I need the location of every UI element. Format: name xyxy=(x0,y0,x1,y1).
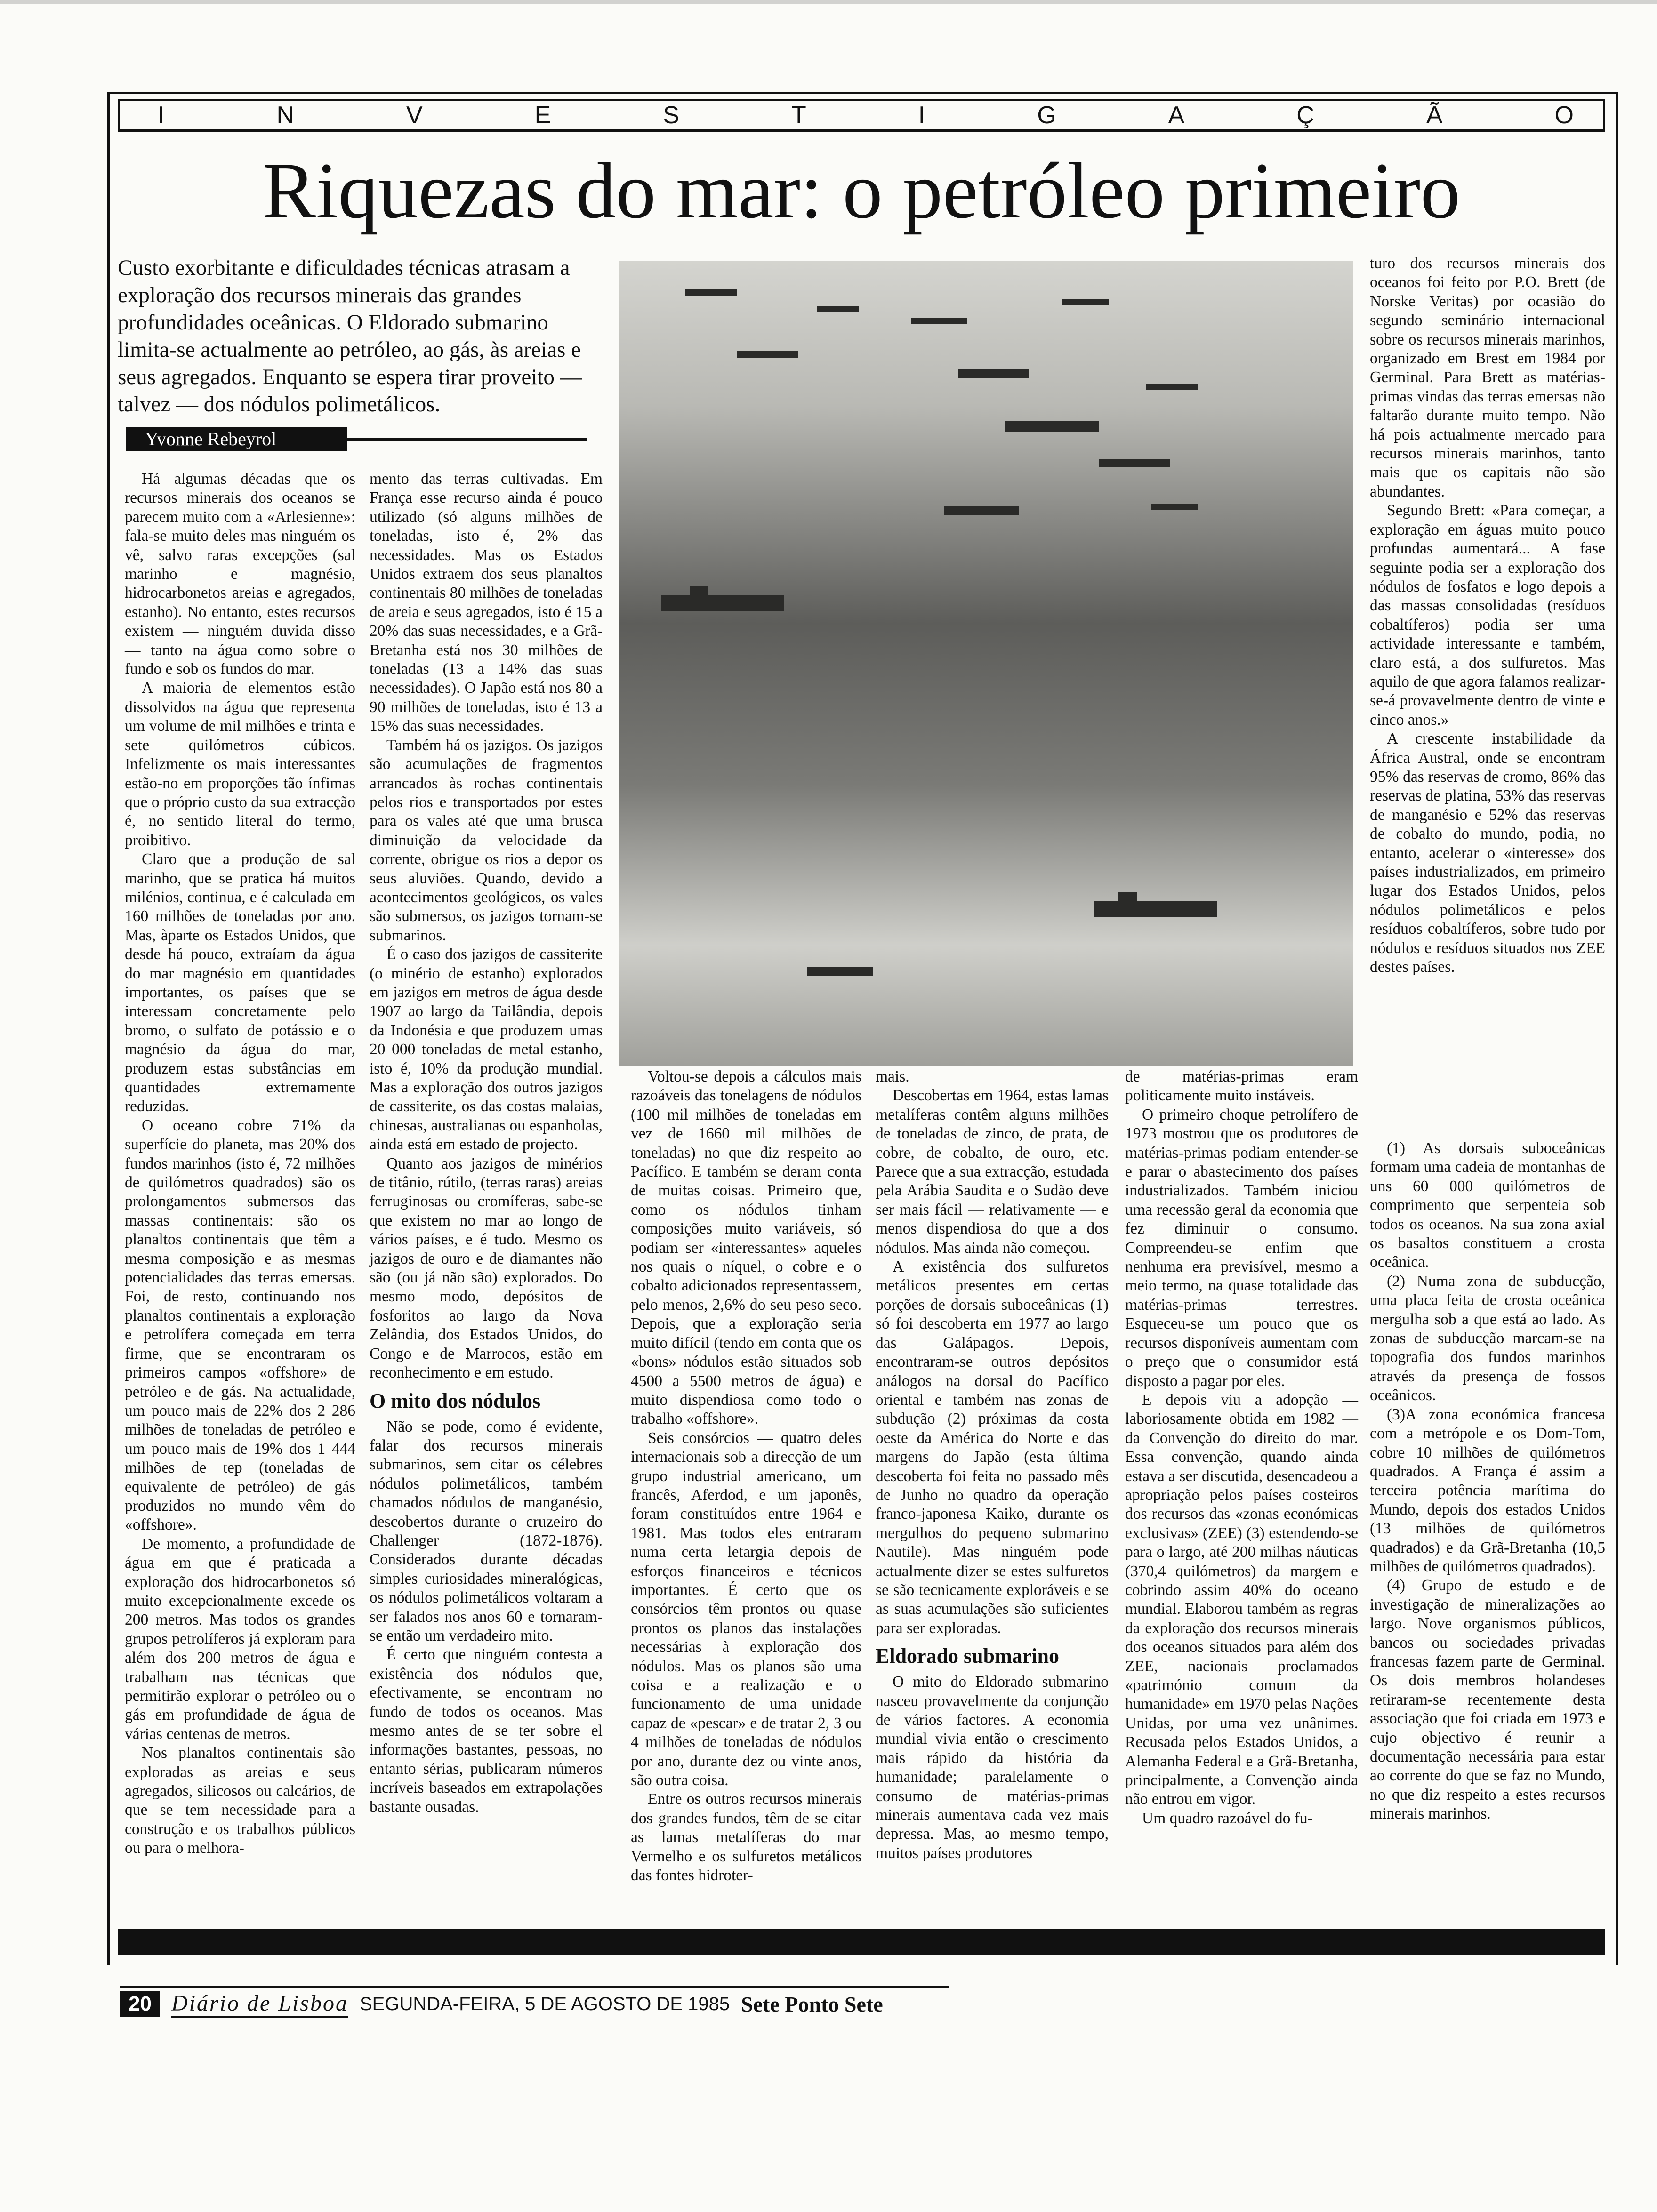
paragraph: Também há os jazigos. Os jazigos são acumulações de fragmentos arrancados às rochas continentais pelos rios e transportados por estes para os vales até que uma brusca diminuição da velocidade da corrente, obrigue os rios a depor os seus aluviões. Quando, devido a acontecimentos geológicos, os vales são submersos, os jazigos tornam-se submarinos. xyxy=(370,736,603,944)
column-2 xyxy=(370,470,603,1817)
section-band xyxy=(118,99,1605,132)
column-1 xyxy=(125,470,355,1858)
paragraph: É certo que ninguém contesta a existência dos nódulos que, efectivamente, se encontram no fundo de todos os oceanos. Mas mesmo antes de se ter sobre el informações bastantes, pessoas, no entanto sérias, publicaram números incríveis baseados em extrapolações bastante ousadas. xyxy=(370,1646,603,1816)
section-letter: I xyxy=(918,102,926,129)
paragraph: O oceano cobre 71% da superfície do planeta, mas 20% dos fundos marinhos (isto é, 72 milhões de quilómetros quadrados) são os prolongamentos submersos das massas continentais: são os planaltos continentais que têm a mesma composição e as mesmas potencialidades das terras emersas. Foi, de resto, continuando nos planaltos continentais a exploração e petrolífera começada em terra firme, que se encontraram os primeiros campos «offshore» de petróleo e de gás. Na actualidade, um pouco mais de 22% dos 2 286 milhões de toneladas de petróleo e um pouco mais de 19% dos 1 444 milhões de tep (toneladas de equivalente de petróleo) de gás produzidos no mundo vêm do «offshore». xyxy=(125,1116,355,1534)
section-letter: T xyxy=(791,102,807,129)
column-6 xyxy=(1370,254,1605,977)
bottom-bar xyxy=(118,1929,1605,1955)
column-5 xyxy=(1125,1067,1358,1828)
section-letter: A xyxy=(1168,102,1186,129)
paragraph: (3)A zona económica francesa com a metrópole e os Dom-Tom, cobre 10 milhões de quilómetros quadrados. A França é assim a terceira potência marítima do Mundo, depois dos estados Unidos (13 milhões de quilómetros quadrados) e da Grã-Bretanha (10,5 milhões de quilómetros quadrados). xyxy=(1370,1405,1605,1575)
paragraph: Quanto aos jazigos de minérios de titânio, rútilo, (terras raras) areias ferruginosas ou cromíferas, sabe-se que existem no mar ao longo de vários países, e é tudo. Mesmo os jazigos de ouro e de diamantes não são (ou já não são) explorados. Do mesmo modo, depósitos de fosforitos ao largo da Nova Zelândia, dos Estados Unidos, do Congo e de Marrocos, estão em reconhecimento e em estudo. xyxy=(370,1154,603,1382)
paragraph: A maioria de elementos estão dissolvidos na água que representa um volume de mil milhões e trinta e sete quilómetros cúbicos. Infelizmente os mais interessantes estão-no em proporções tão ínfimas que o próprio custo da sua extracção é, no sentido literal do termo, proibitivo. xyxy=(125,679,355,849)
paragraph: Descobertas em 1964, estas lamas metalíferas contêm alguns milhões de toneladas de zinco, de prata, de cobre, de cobalto, de ouro, etc. Parece que a sua extracção, estudada pela Arábia Saudita e o Sudão deve ser mais fácil — relativamente — e menos dispendiosa do que a dos nódulos. Mas ainda não começou. xyxy=(876,1087,1109,1257)
paragraph: Entre os outros recursos minerais dos grandes fundos, têm de se citar as lamas metalíferas do mar Vermelho e os sulfuretos metálicos das fontes hidroter- xyxy=(631,1790,861,1884)
byline-rule xyxy=(347,438,587,441)
footer-rule xyxy=(120,1986,949,1988)
section-letter: G xyxy=(1037,102,1057,129)
section-letter: N xyxy=(276,102,295,129)
headline: Riquezas do mar: o petróleo primeiro xyxy=(262,146,1461,235)
paragraph: Nos planaltos continentais são exploradas as areias e seus agregados, silicosos ou calcários, de que se tem necessidade para a construção e os trabalhos públicos ou para o melhora- xyxy=(125,1744,355,1857)
paragraph: Voltou-se depois a cálculos mais razoáveis das tonelagens de nódulos (100 mil milhões de toneladas em vez de 1660 mil milhões de toneladas) no que diz respeito ao Pacífico. E também se deram conta de muitas coisas. Primeiro que, como os nódulos tinham composições muito variáveis, só podiam ser «interessantes» aqueles nos quais o níquel, o cobre e o cobalto adicionados representassem, pelo menos, 2,6% do seu peso seco. Depois, que a exploração seria muito difícil (tendo em conta que os «bons» nódulos estão situados sob 4500 a 5500 metros de água) e muito dispendiosa como todo o trabalho «offshore». xyxy=(631,1068,861,1428)
top-rule xyxy=(0,0,1657,4)
paragraph: O mito do Eldorado submarino nasceu provavelmente da conjunção de vários factores. A economia mundial vivia então o crescimento mais rápido da história da humanidade; paralelamente o consumo de matérias-primas minerais aumentava cada vez mais depressa. Mas, ao mesmo tempo, muitos países produtores xyxy=(876,1673,1109,1862)
paragraph: E depois viu a adopção — laboriosamente obtida em 1982 — da Convenção do direito do mar. Essa convenção, quando ainda estava a ser discutida, desencadeou a apropriação pelos países costeiros dos recursos das «zonas económicas exclusivas» (ZEE) (3) estendendo-se para o largo, até 200 milhas náuticas (370,4 quilómetros) da margem e cobrindo assim 40% do oceano mundial. Elaborou também as regras da exploração dos recursos minerais dos oceanos situados para além dos ZEE, nacionais proclamados «património comum da humanidade» em 1970 pelas Nações Unidas, por uma vez unânimes. Recusada pelos Estados Unidos, a Alemanha Federal e a Grã-Bretanha, principalmente, a Convenção ainda não entrou em vigor. xyxy=(1125,1391,1358,1808)
column-3 xyxy=(631,1067,861,1885)
footer-date: SEGUNDA-FEIRA, 5 DE AGOSTO DE 1985 xyxy=(359,1993,730,2014)
paragraph: (4) Grupo de estudo e de investigação de mineralizações ao largo. Nove organismos públicos, bancos ou sociedades privadas francesas fazem parte de Germinal. Os dois membros holandeses retiraram-se recentemente desta associação que foi criada em 1973 e cujo objectivo é reunir a documentação necessária para estar ao corrente do que se faz no Mundo, no que diz respeito a estes recursos minerais marinhos. xyxy=(1370,1577,1605,1823)
section-letter: S xyxy=(663,102,681,129)
masthead-logo: Diário de Lisboa xyxy=(171,1990,348,2018)
paragraph: de matérias-primas eram politicamente muito instáveis. xyxy=(1125,1068,1358,1105)
subhead-eldorado-submarino: Eldorado submarino xyxy=(876,1644,1059,1668)
paragraph: Há algumas décadas que os recursos minerais dos oceanos se parecem muito com a «Arlesienne»: fala-se muito deles mas ninguém os vê, salvo raras excepções (sal marinho e magnésio, hidrocarbonetos areias e agregados, estanho). No entanto, estes recursos existem — ninguém duvida disso — tanto na água como sobre o fundo e sob os fundos do mar. xyxy=(125,470,355,678)
section-letter: Ã xyxy=(1426,102,1444,129)
paragraph: mento das terras cultivadas. Em França esse recurso ainda é pouco utilizado (só alguns milhões de toneladas, isto é, 2% das necessidades. Mas os Estados Unidos extraem dos seus planaltos continentais 80 milhões de toneladas de areia e seus agregados, isto é 15 a 20% das suas necessidades, e a Grã-Bretanha está nos 30 milhões de toneladas (13 a 14% das suas necessidades). O Japão está nos 80 a 90 milhões de toneladas, isto é 13 a 15% das suas necessidades. xyxy=(370,470,603,735)
paragraph: De momento, a profundidade de água em que é praticada a exploração dos hidrocarbonetos só muito excepcionalmente excede os 200 metros. Mas todos os grandes grupos petrolíferos já exploram para além dos 200 metros de água e trabalham nas técnicas que permitirão explorar o petróleo ou o gás em profundidade de água de várias centenas de metros. xyxy=(125,1535,355,1743)
section-letter: O xyxy=(1554,102,1575,129)
deck: Custo exorbitante e dificuldades técnicas atrasam a exploração dos recursos minerais das grandes profundidades oceânicas. O Eldorado submarino limita-se actualmente ao petróleo, ao gás, às areias e seus agregados. Enquanto se espera tirar proveito — talvez — dos nódulos polimetálicos. xyxy=(118,256,582,417)
paragraph: Claro que a produção de sal marinho, que se pratica há muitos milénios, continua, e é calculada em 160 milhões de toneladas por ano. Mas, àparte os Estados Unidos, que desde há pouco, extraíam da água do mar magnésio em quantidades importantes, os países que se interessam concretamente pelo bromo, o sulfato de potássio e o magnésio da água do mar, produzem estas substâncias em quantidades extremamente reduzidas. xyxy=(125,850,355,1115)
page-number: 20 xyxy=(120,1991,160,2017)
section-letter: Ç xyxy=(1296,102,1315,129)
byline: Yvonne Rebeyrol xyxy=(126,427,347,451)
section-letter: I xyxy=(158,102,166,129)
paragraph: A existência dos sulfuretos metálicos presentes em certas porções de dorsais suboceânicas (1) só foi descoberta em 1977 ao largo das Galápagos. Depois, encontraram-se outros depósitos análogos na dorsal do Pacífico oriental e também nas zonas de subdução (2) próximas da costa oeste da América do Norte e das margens do Japão (esta última descoberta foi feita no passado mês de Junho no quadro da operação franco-japonesa Kaiko, durante os mergulhos do pequeno submarino Nautile). Mas ninguém pode actualmente dizer se estes sulfuretos se são tecnicamente exploráveis e se as suas acumulações são suficientes para ser exploradas. xyxy=(876,1258,1109,1637)
paragraph: Um quadro razoável do fu- xyxy=(1142,1809,1313,1827)
section-letter: E xyxy=(534,102,552,129)
section-letter: V xyxy=(406,102,424,129)
paragraph: mais. xyxy=(876,1068,909,1085)
ships-at-sea-photo xyxy=(619,261,1353,1066)
footnotes xyxy=(1370,1139,1605,1824)
paragraph: turo dos recursos minerais dos oceanos foi feito por P.O. Brett (de Norske Veritas) por ocasião do segundo seminário internacional sobre os recursos minerais marinhos, organizado em Brest em 1984 por Germinal. Para Brett as matérias-primas vindas das terras emersas não faltarão durante muito tempo. Não há pois actualmente mercado para recursos minerais marinhos, tanto mais que os capitais não são abundantes. xyxy=(1370,255,1605,500)
photo-illustration xyxy=(619,261,1353,1066)
supplement-name: Sete Ponto Sete xyxy=(741,1992,883,2016)
paragraph: Não se pode, como é evidente, falar dos recursos minerais submarinos, sem citar os célebres nódulos polimetálicos, também chamados nódulos de manganésio, descobertos durante o cruzeiro do Challenger (1872-1876). Considerados durante décadas simples curiosidades mineralógicas, os nódulos polimetálicos voltaram a ser falados nos anos 60 e tornaram-se então um verdadeiro mito. xyxy=(370,1418,603,1644)
paragraph: Segundo Brett: «Para começar, a exploração em águas muito pouco profundas aumentará... A fase seguinte podia ser a exploração dos nódulos de fosfatos e logo depois a das massas consolidadas (resíduos cobaltíferos) podia ser uma actividade interessante e também, claro está, a dos sulfuretos. Mas aquilo de que agora falamos realizar-se-á provavelmente dentro de vinte e cinco anos.» xyxy=(1370,502,1605,729)
paragraph: (1) As dorsais suboceânicas formam uma cadeia de montanhas de uns 60 000 quilómetros de comprimento que serpenteia sob todos os oceanos. Na sua zona axial os basaltos constituem a crosta oceânica. xyxy=(1370,1139,1605,1271)
paragraph: É o caso dos jazigos de cassiterite (o minério de estanho) explorados em jazigos em metros de água desde 1907 ao largo da Tailândia, depois da Indonésia e que produzem umas 20 000 toneladas de metal estanho, isto é, 10% da produção mundial. Mas a exploração dos outros jazigos de cassiterite, os das costas malaias, chinesas, australianas ou espanholas, ainda está em estado de projecto. xyxy=(370,946,603,1154)
subhead-mito-nodulos: O mito dos nódulos xyxy=(370,1389,541,1412)
paragraph: (2) Numa zona de subducção, uma placa feita de crosta oceânica mergulha sob a que está ao lado. As zonas de subducção marcam-se na topografia dos fundos marinhos através da presença de fossos oceânicos. xyxy=(1370,1272,1605,1404)
paragraph: A crescente instabilidade da África Austral, onde se encontram 95% das reservas de cromo, 86% das reservas de platina, 53% das reservas de manganésio e 52% das reservas de cobalto do mundo, podia, no entanto, acelerar o «interesse» dos países industrializados, em primeiro lugar dos Estados Unidos, pelos nódulos polimetálicos e pelos resíduos cobaltíferos, sobre tudo por nódulos e resíduos situados nos ZEE destes países. xyxy=(1370,730,1605,976)
column-4 xyxy=(876,1067,1109,1863)
footer xyxy=(120,1990,883,2018)
paragraph: Seis consórcios — quatro deles internacionais sob a direcção de um grupo industrial americano, um francês, Aferdod, e um japonês, foram constituídos entre 1964 e 1981. Mas todos eles entraram numa certa letargia depois de esforços financeiros e técnicos importantes. É certo que os consórcios têm prontos ou quase prontos os planos das instalações necessárias à exploração dos nódulos. Mas os planos são uma coisa e a realização e o funcionamento de uma unidade capaz de «pescar» e de tratar 2, 3 ou 4 milhões de toneladas de nódulos por ano, durante dez ou vinte anos, são outra coisa. xyxy=(631,1429,861,1789)
paragraph: O primeiro choque petrolífero de 1973 mostrou que os produtores de matérias-primas podiam entender-se e parar o abastecimento dos países industrializados. Também iniciou uma recessão geral da economia que fez diminuir o consumo. Compreendeu-se enfim que nenhuma era previsível, mesmo a meio termo, na quase totalidade das matérias-primas terrestres. Esqueceu-se um pouco que os recursos disponíveis aumentam com o preço que o consumidor está disposto a pagar por eles. xyxy=(1125,1106,1358,1390)
